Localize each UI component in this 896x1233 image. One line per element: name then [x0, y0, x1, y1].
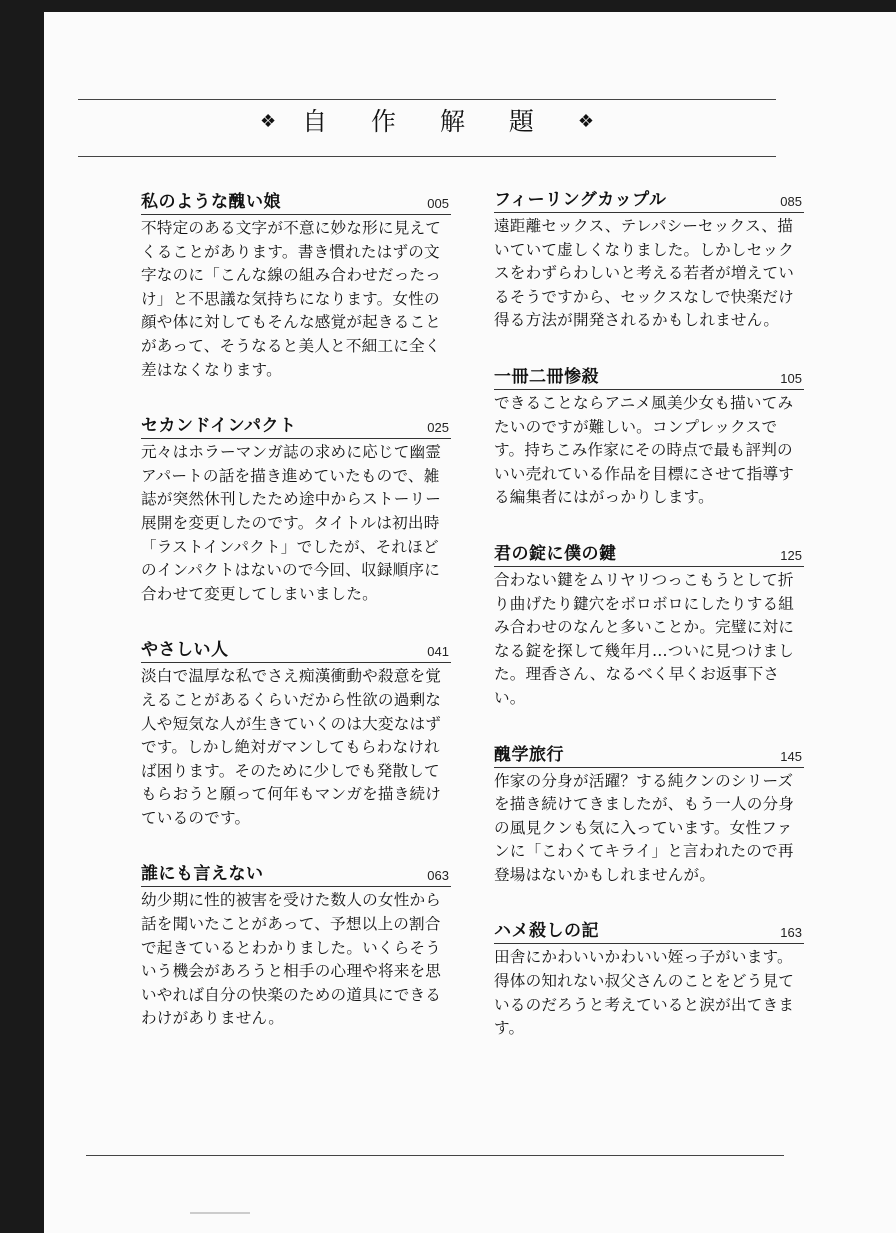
commentary-text: できることならアニメ風美少女も描いてみたいのですが難しい。コンプレックスです。持ちこみ作家にその時点で最も評判のいい売れている作品を目標にさせて指導する編集者にはがっかりします。 — [494, 393, 795, 507]
commentary-section — [141, 638, 451, 830]
commentary-text: 不特定のある文字が不意に妙な形に見えてくることがあります。書き慣れたはずの文字なのに「こんな線の組み合わせだったっけ」と不思議な気持ちになります。女性の顔や体に対してもそんな感覚が起きることがあって、そうなると美人と不細工に全く差はなくなります。 — [141, 219, 442, 379]
story-title: 一冊二冊惨殺 — [494, 366, 599, 387]
commentary-section — [494, 365, 804, 510]
page-number: 063 — [427, 868, 449, 884]
page-title — [78, 102, 776, 138]
section-heading — [494, 743, 804, 768]
page-number: 005 — [427, 196, 449, 211]
story-title: やさしい人 — [141, 640, 229, 661]
story-title: フィーリングカップル — [494, 190, 667, 210]
page-number: 085 — [780, 194, 802, 209]
diamond-ornament-icon: ❖ — [577, 111, 595, 132]
commentary-section — [141, 414, 451, 606]
section-heading — [141, 190, 451, 215]
scan-smudge — [190, 1212, 250, 1214]
story-title: 私のような醜い娘 — [141, 192, 281, 212]
page-number: 105 — [780, 370, 802, 386]
footer-rule — [86, 1155, 784, 1156]
commentary-text: 作家の分身が活躍？する純クンのシリーズを描き続けてきましたが、もう一人の分身の風見クンも気に入っています。女性ファンに「こわくてキライ」と言われたので再登場はないかもしれませんが。 — [494, 771, 795, 884]
left-column — [141, 190, 451, 1063]
commentary-section — [141, 190, 451, 382]
section-heading — [141, 638, 451, 663]
section-heading — [141, 862, 451, 887]
commentary-text: 遠距離セックス、テレパシーセックス、描いていて虚しくなりました。しかしセックスをわずらわしいと考える若者が増えているそうですから、セックスなしで快楽だけ得る方法が開発されるかもしれません。 — [494, 217, 795, 330]
story-title: 醜学旅行 — [494, 744, 564, 765]
commentary-text: 淡白で温厚な私でさえ痴漢衝動や殺意を覚えることがあるくらいだから性欲の過剰な人や短気な人が生きていくのは大変なはずです。しかし絶対ガマンしてもらわなければ困ります。そのために少しでも発散してもらおうと願って何年もマンガを描き続けているのです。 — [141, 667, 442, 827]
commentary-text: 幼少期に性的被害を受けた数人の女性から話を聞いたことがあって、予想以上の割合で起きているとわかりました。いくらそういう機会があろうと相手の心理や将来を思いやれば自分の快楽のための道具にできるわけがありません。 — [141, 891, 442, 1028]
page-number: 145 — [780, 748, 802, 764]
page-number: 041 — [427, 644, 449, 660]
section-heading — [141, 414, 451, 439]
story-title: 誰にも言えない — [141, 864, 264, 885]
commentary-section — [141, 862, 451, 1031]
commentary-section — [494, 542, 804, 711]
section-heading — [494, 542, 804, 567]
commentary-text: 元々はホラーマンガ誌の求めに応じて幽霊アパートの話を描き進めていたもので、雑誌が突然休刊したため途中からストーリー展開を変更したのです。タイトルは初出時「ラストインパクト」でしたが、それほどのインパクトはないので今回、収録順序に合わせて変更してしまいました。 — [141, 443, 442, 603]
section-heading — [494, 365, 804, 390]
section-heading — [494, 919, 804, 944]
section-heading — [494, 188, 804, 213]
page-number: 125 — [780, 547, 802, 563]
right-column — [494, 188, 804, 1073]
page-number: 025 — [427, 420, 449, 436]
diamond-ornament-icon: ❖ — [259, 111, 277, 132]
story-title: ハメ殺しの記 — [494, 921, 599, 942]
title-bottom-rule — [78, 156, 776, 157]
commentary-text: 合わない鍵をムリヤリつっこもうとして折り曲げたり鍵穴をボロボロにしたりする組み合わせのなんと多いことか。完璧に対になる錠を探して幾年月…ついに見つけました。理香さん、なるべく早くお返事下さい。 — [494, 570, 795, 707]
story-title: セカンドインパクト — [141, 416, 297, 437]
page-number: 163 — [780, 925, 802, 941]
story-title: 君の錠に僕の鍵 — [494, 543, 617, 564]
page-title-text: 自 作 解 題 — [302, 107, 552, 136]
commentary-text: 田舎にかわいいかわいい姪っ子がいます。得体の知れない叔父さんのことをどう見ているのだろうと考えていると涙が出てきます。 — [494, 948, 795, 1038]
title-top-rule — [78, 99, 776, 100]
commentary-section — [494, 743, 804, 888]
commentary-section — [494, 188, 804, 333]
commentary-section — [494, 919, 804, 1040]
